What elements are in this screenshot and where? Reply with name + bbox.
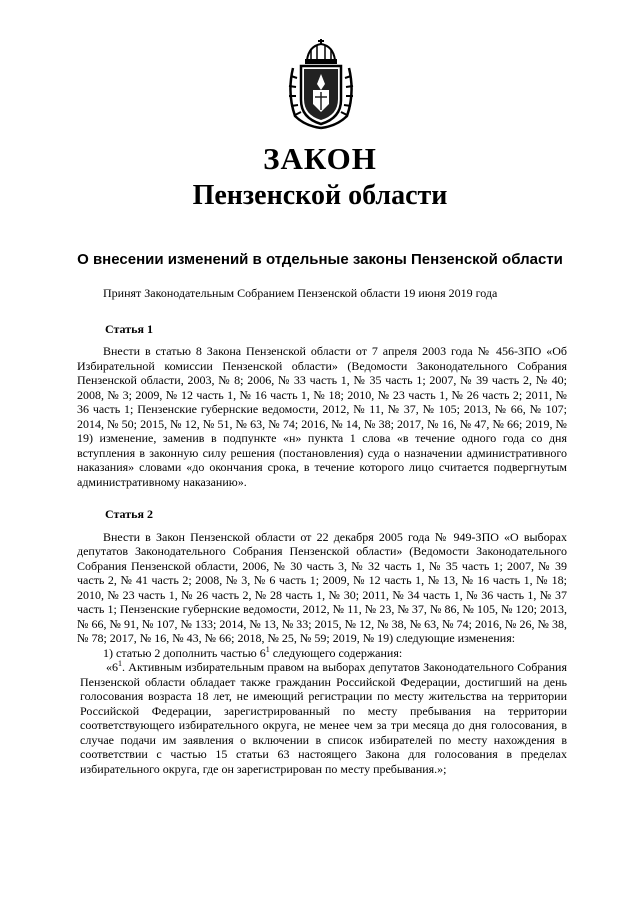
law-region: Пензенской области <box>192 180 448 211</box>
amendment-quote-start: «6 <box>106 660 118 674</box>
article-2-text: Внести в Закон Пензенской области от 22 декабря 2005 года № 949-ЗПО «О выборах депутатов Законодательного Собрания Пензенской области» (Ведомости Законодательного Собрания Пензенской области, 2006, № 30 часть 3, № 32 часть 1, № 35 часть 1; 2007, № 39 часть 2, № 41 часть 2; 2008, № 3, № 6 часть 1; 2009, № 12 часть 1, № 13, № 16 часть 1, № 18; 2010, № 23 часть 1, № 26 часть 2, № 28 часть 1, № 30; 2011, № 34 часть 1, № 36 часть 1, № 37 часть 1; Пензенские губернские ведомости, 2012, № 11, № 23, № 37, № 86, № 105, № 120; 2013, № 66, № 91, № 107, № 133; 2014, № 13, № 33; 2015, № 12, № 38, № 63, № 74; 2016, № 26, № 38, № 78; 2017, № 16, № 43, № 66; 2018, № 25, № 59; 2019, № 19) следующие изменения: <box>77 529 567 645</box>
amendment-quote <box>80 660 567 776</box>
amendment-quote-text: . Активным избирательным правом на выборах депутатов Законодательного Собрания Пензенской области обладает также гражданин Российской Федерации, достигший на день голосования возраста 18 лет, не имеющий регистрации по месту жительства на территории Российской Федерации, зарегистрированный по месту пребывания на территории соответствующего избирательного округа, не менее чем за три месяца до дня голосования, в случае подачи им заявления о включении в список избирателей по месту нахождения в соответствии с частью 15 статьи 63 настоящего Закона для голосования в пределах избирательного округа, где он зарегистрирован по месту пребывания.»; <box>80 660 567 776</box>
law-title: ЗАКОН <box>263 141 377 176</box>
amendment-item-1 <box>77 646 567 661</box>
article-1-text: Внести в статью 8 Закона Пензенской области от 7 апреля 2003 года № 456-ЗПО «Об Избирательной комиссии Пензенской области» (Ведомости Законодательного Собрания Пензенской области, 2003, № 8; 2006, № 33 часть 1, № 35 часть 1; 2007, № 39 часть 2, № 40; 2008, № 3; 2009, № 12 часть 1, № 16 часть 1, № 18; 2010, № 23 часть 1, № 26 часть 2; 2011, № 36 часть 1; Пензенские губернские ведомости, 2012, № 11, № 37, № 105; 2013, № 66, № 107; 2014, № 50; 2015, № 12, № 51, № 63, № 74; 2016, № 14, № 38; 2017, № 16, № 47, № 66; 2019, № 19) изменение, заменив в подпункте «н» пункта 1 слова «в течение одного года со дня вступления в законную силу решения (постановления) суда о назначении административного наказания» словами «до окончания срока, в течение которого лицо считается подвергнутым административному наказанию». <box>77 344 567 489</box>
amendment-quote-sup: 1 <box>118 659 122 668</box>
amendment-item-1-sup: 1 <box>265 644 270 654</box>
law-body <box>77 286 567 776</box>
article-1-heading: Статья 1 <box>105 321 153 336</box>
amendment-item-1-tail: следующего содержания: <box>269 645 403 660</box>
adoption-note: Принят Законодательным Собранием Пензенской области 19 июня 2019 года <box>103 286 498 300</box>
article-2-heading: Статья 2 <box>105 507 153 521</box>
coat-of-arms-emblem <box>285 38 357 130</box>
law-subtitle: О внесении изменений в отдельные законы Пензенской области <box>77 251 563 268</box>
amendment-item-1-text: 1) статью 2 дополнить частью 6 <box>103 645 266 660</box>
